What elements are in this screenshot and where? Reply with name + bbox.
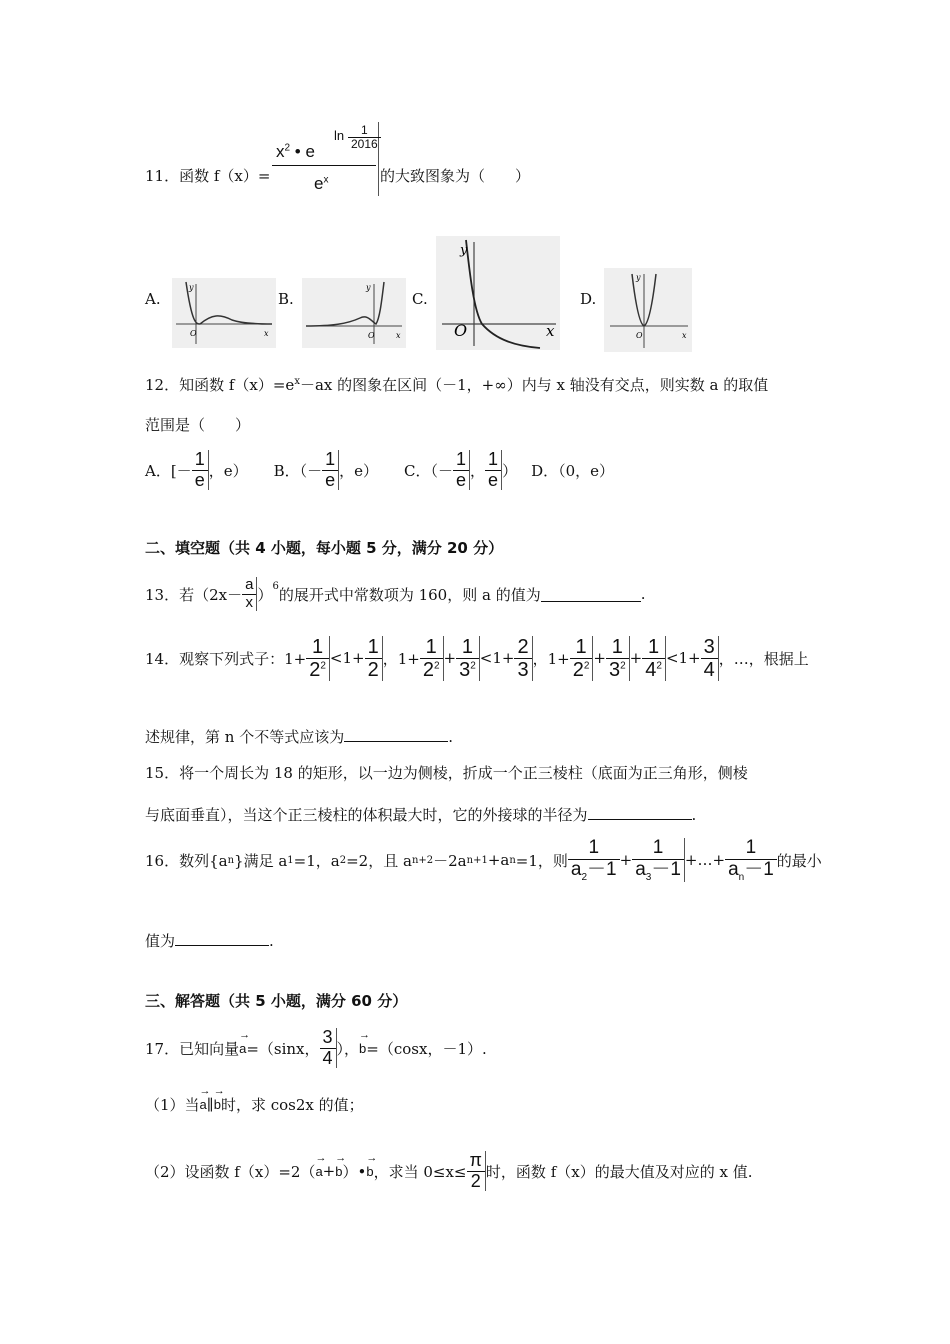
q16-line1: 16．数列{a n }满足 a 1 =1，a 2 =2，且 a n+2 －2a n+1 +a n =1，则 1 $a_2-1$ + $\frac{1}{a_3-1}$ +…+ $\frac{1}{a_n-1}$ 的最小 [145,836,822,883]
q11-x: x [276,142,285,161]
vector-a: → a [239,1028,251,1056]
q15-line2: 与底面垂直），当这个正三棱柱的体积最大时，它的外接球的半径为 . [145,806,697,824]
graph-c-x-label: x [546,322,555,340]
q12-option-d: D．（0，e） [531,461,615,480]
q14-answer-blank[interactable] [344,727,448,742]
q11-option-b: B. [278,290,294,308]
q11-option-d: D. [580,290,597,308]
q11-ln-fraction: 1 2016 [348,124,381,151]
section-3-heading: 三、解答题（共 5 小题，满分 60 分） [145,992,408,1010]
q14-line2: 述规律，第 n 个不等式应该为 . [145,728,453,746]
q12-option-c: C．（－ [404,461,454,480]
section-2-heading: 二、填空题（共 4 小题，每小题 5 分，满分 20 分） [145,539,504,557]
graph-b-origin: O [368,331,375,340]
q12-options: A．[－ 1 e ，e） B．（－ 1 e ，e） C．（－ 1 e ， 1 e ） D．（0，e） [145,448,615,490]
q12-option-a: A．[－ [145,461,192,480]
q17-part2: （2）设函数 f（x）=2（ → a + → b ）• → b ，求当 0≤x≤ $\frac{\pi}{2}$ 时，函数 f（x）的最大值及对应的 x 值. [145,1149,753,1191]
vector-b: → b [359,1028,371,1056]
q16-line2: 值为 . [145,932,274,950]
graph-a-y-label: y [189,283,194,292]
q11-graph-a [172,278,276,348]
q16-answer-blank[interactable] [175,931,269,946]
q13: 13．若（2x－ a x ） $^6$ 的展开式中常数项为 160，则 a 的值为 . [145,576,646,611]
q11-option-c: C. [412,290,428,308]
q17-part1: （1）当 → a ∥ → b 时，求 cos2x 的值； [145,1085,364,1114]
q11-formula: $x^2$ • e ln 1 2016 $e^x$ [272,122,379,196]
q11-graph-b [302,278,406,348]
q14-line1: 14．观察下列式子：1+ $\frac{1}{2^2}$ <1+ $\frac{1}{2}$ ，1+ $\frac{1}{2^2}$ + $\frac{1}{3^2}$ <1+ $\frac{2}{3}$ ，1+ $\frac{1}{2^2}$ + $\frac{1}{3^2}$ + $\frac{1}{4^2}$ <1+ $\frac{3}{4}$ ，…，根据上 [145,635,809,681]
q11-graph-d [604,268,692,352]
q17-intro: 17．已知向量 → a =（sinx， 3 4 ）， → b =（cosx，－1）. [145,1026,487,1068]
q11-graph-c [436,236,560,350]
q12-line2: 范围是（ ） [145,416,251,434]
q15-answer-blank[interactable] [588,805,692,820]
graph-d-x-label: x [682,331,687,340]
graph-c-y-label: y [460,243,468,258]
q11-option-a: A. [145,290,161,308]
q11-ln: ln [334,128,345,143]
graph-a-origin: O [190,329,197,338]
q12-option-b: B．（－ [273,461,323,480]
graph-a-x-label: x [264,329,269,338]
q13-answer-blank[interactable] [541,587,641,602]
q15-line1: 15．将一个周长为 18 的矩形，以一边为侧棱，折成一个正三棱柱（底面为正三角形，侧棱 [145,764,748,782]
q12-line1: 12．知函数 $f(x)=e^x-ax$ 的图象在区间（－1，+∞）内与 x 轴没有交点，则实数 a 的取值 [145,376,769,394]
graph-d-origin: O [636,331,643,340]
graph-b-x-label: x [396,331,401,340]
graph-d-y-label: y [636,273,641,282]
q11-number: 11．函数 f（x）= [145,167,271,185]
q11-tail: 的大致图象为（ ） [380,167,531,185]
graph-c-origin: O [454,321,468,340]
graph-b-y-label: y [366,283,371,292]
